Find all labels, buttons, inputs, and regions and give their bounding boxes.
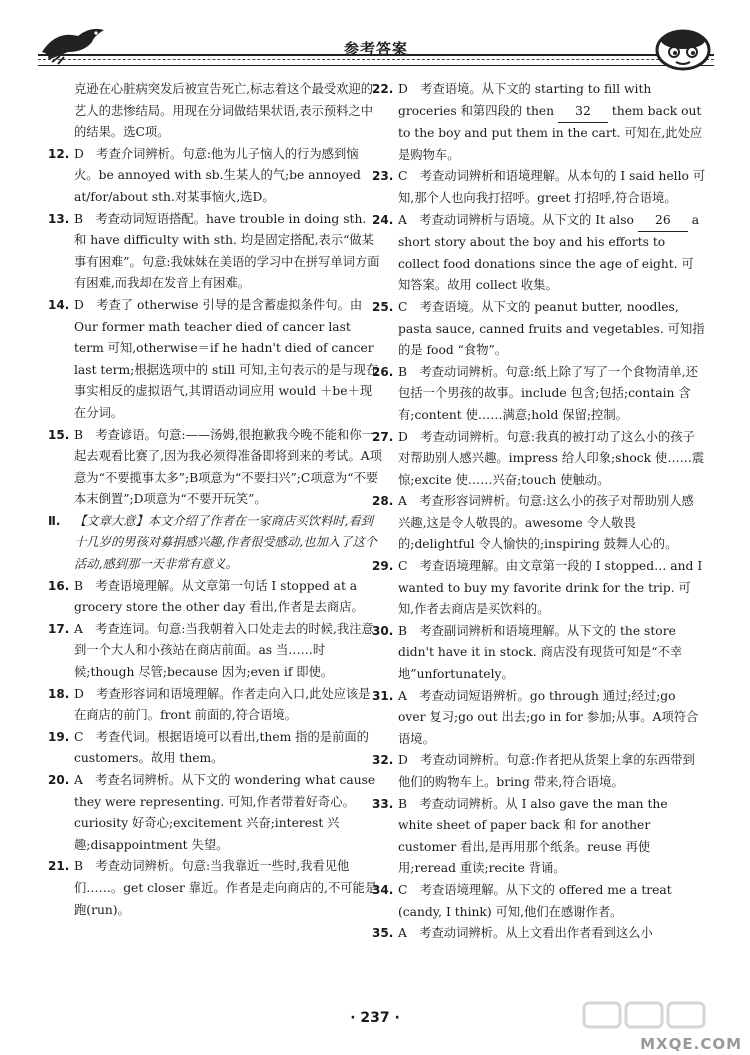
item-number: Ⅱ. xyxy=(48,513,61,528)
item-number: 21. xyxy=(48,859,70,874)
item-text: D 考查动词辨析。句意:作者把从货架上拿的东西带到他们的购物车上。bring 带来,符合语境。 xyxy=(398,753,695,789)
item-number: 23. xyxy=(372,169,394,184)
answer-item xyxy=(372,621,706,686)
item-number: 24. xyxy=(372,212,394,227)
item-number: 12. xyxy=(48,146,70,161)
page-header xyxy=(38,22,714,74)
answer-item xyxy=(372,79,706,166)
item-number: 29. xyxy=(372,559,394,574)
answer-item xyxy=(372,794,706,880)
answer-item xyxy=(48,856,382,921)
item-text: C 考查语境理解。从下文的 offered me a treat (candy, I think) 可知,他们在感谢作者。 xyxy=(398,882,672,919)
item-text: 克逊在心脏病突发后被宣告死亡,标志着这个最受欢迎的艺人的悲惨结局。用现在分词做结果状语,表示预料之中的结果。选C项。 xyxy=(74,82,374,140)
item-number: 26. xyxy=(372,364,394,379)
item-text: A 考查动词短语辨析。go through 通过;经过;go over 复习;go out 出去;go in for 参加;从事。A项符合语境。 xyxy=(398,688,699,746)
answer-item xyxy=(48,770,382,856)
item-number: 16. xyxy=(48,578,70,593)
answer-item xyxy=(372,750,706,793)
answer-item xyxy=(48,684,382,727)
item-number: 25. xyxy=(372,299,394,314)
item-text: B 考查动词辨析。句意:当我靠近一些时,我看见他们……。get closer 靠近。作者是走向商店的,不可能是跑(run)。 xyxy=(74,859,378,917)
answer-item xyxy=(372,923,706,945)
item-text: B 考查动词辨析。从 I also gave the man the white sheet of paper back 和 for another customer 看出,是再用那个纸条。reuse 再使用;reread 重读;recite 背诵。 xyxy=(398,796,668,876)
answer-item xyxy=(48,295,382,425)
item-number: 35. xyxy=(372,926,394,941)
item-number: 14. xyxy=(48,297,70,312)
item-text-after-blank: them back out to the boy and put them in the cart. 可知在,此处应是购物车。 xyxy=(398,103,703,162)
item-text: C 考查代词。根据语境可以看出,them 指的是前面的 customers。故用 them。 xyxy=(74,729,369,766)
answer-item xyxy=(48,209,382,295)
item-number: 18. xyxy=(48,686,70,701)
page-title: 参考答案 xyxy=(343,40,408,58)
answer-item xyxy=(48,576,382,619)
item-text: C 考查动词辨析和语境理解。从本句的 I said hello 可知,那个人也向我打招呼。greet 打招呼,符合语境。 xyxy=(398,169,706,205)
item-number: 28. xyxy=(372,494,394,509)
answer-item xyxy=(372,166,706,209)
item-number: 32. xyxy=(372,753,394,768)
answer-item xyxy=(372,686,706,751)
item-number: 33. xyxy=(372,796,394,811)
item-text-after-blank: a short story about the boy and his efforts to collect food donations since the age of eight. 可知答案。故用 collect 收集。 xyxy=(398,212,700,293)
article-summary xyxy=(48,511,382,576)
header-divider xyxy=(38,54,714,66)
watermark-text: MXQE.COM xyxy=(640,1035,742,1053)
item-text: A 考查连词。句意:当我朝着入口处走去的时候,我注意到一个大人和小孩站在商店前面。as 当……时候;though 尽管;because 因为;even if 即使。 xyxy=(74,621,374,680)
answer-item xyxy=(372,880,706,923)
item-text-before-blank: A 考查动词辨析与语境。从下文的 It also xyxy=(398,212,638,227)
answer-item xyxy=(372,362,706,427)
answer-item xyxy=(372,556,706,621)
answer-item xyxy=(48,425,382,511)
answer-item xyxy=(48,79,382,144)
item-text: B 考查副词辨析和语境理解。从下文的 the store didn't have it in stock. 商店没有现货可知是“不幸地”unfortunately。 xyxy=(398,623,683,682)
answer-item xyxy=(48,144,382,209)
item-number: 20. xyxy=(48,773,70,787)
blank-reference: 26 xyxy=(638,210,688,233)
answer-item xyxy=(372,297,706,362)
item-text-before-blank: D 考查语境。从下文的 starting to fill with groceries 和第四段的 then xyxy=(398,82,652,118)
page-number: · 237 · xyxy=(350,1010,400,1026)
item-text: B 考查动词辨析。句意:纸上除了写了一个食物清单,还包括一个男孩的故事。include 包含;包括;contain 含有;content 使……满意;hold 保留;控制。 xyxy=(398,364,698,422)
item-number: 27. xyxy=(372,429,394,444)
item-text: D 考查了 otherwise 引导的是含蓄虚拟条件句。由 Our former math teacher died of cancer last term 可知,otherwise＝if he hadn't died of cancer last term;根据选项中的 still 可知,主句表示的是与现在事实相反的虚拟语气,其谓语动词应用 would ＋be＋现在分词。 xyxy=(74,297,379,420)
answer-item xyxy=(48,727,382,770)
item-number: 17. xyxy=(48,621,70,636)
item-text: D 考查形容词和语境理解。作者走向入口,此处应该是在商店的前门。front 前面的,符合语境。 xyxy=(74,686,371,723)
item-number: 31. xyxy=(372,688,394,703)
item-text: D 考查介词辨析。句意:他为儿子恼人的行为感到恼火。be annoyed with sb.生某人的气;be annoyed at/for/about sth.对某事恼火,选D。 xyxy=(74,146,361,204)
item-number: 22. xyxy=(372,82,394,96)
item-text: B 考查谚语。句意:——汤姆,很抱歉我今晚不能和你一起去观看比赛了,因为我必须得准备即将到来的考试。A项意为“不要揽事太多”;B项意为“不要扫兴”;C项意为“不要本末倒置”;D项意为“不要开玩笑”。 xyxy=(74,427,382,507)
right-column xyxy=(372,79,706,945)
answer-item xyxy=(372,491,706,556)
item-text: D 考查动词辨析。句意:我真的被打动了这么小的孩子对帮助别人感兴趣。impress 给人印象;shock 使……震惊;excite 使……兴奋;touch 使触动。 xyxy=(398,429,705,487)
item-text: A 考查名词辨析。从下文的 wondering what cause they were representing. 可知,作者带着好奇心。curiosity 好奇心;excitement 兴奋;interest 兴趣;disappointment 失望。 xyxy=(74,773,376,852)
item-text: A 考查形容词辨析。句意:这么小的孩子对帮助别人感兴趣,这是令人敬畏的。awesome 令人敬畏的;delightful 令人愉快的;inspiring 鼓舞人心的。 xyxy=(398,494,694,552)
item-number: 30. xyxy=(372,623,394,638)
item-text: 【文章大意】本文介绍了作者在一家商店买饮料时,看到十几岁的男孩对募捐感兴趣,作者很受感动,也加入了这个活动,感到那一天非常有意义。 xyxy=(74,513,377,572)
left-column xyxy=(48,79,382,921)
item-number: 34. xyxy=(372,882,394,897)
item-number: 15. xyxy=(48,427,70,442)
answer-item xyxy=(372,210,706,297)
item-number: 19. xyxy=(48,729,70,744)
item-text: B 考查语境理解。从文章第一句话 I stopped at a grocery store the other day 看出,作者是去商店。 xyxy=(74,578,364,615)
answer-item xyxy=(372,427,706,492)
item-text: B 考查动词短语搭配。have trouble in doing sth. 和 have difficulty with sth. 均是固定搭配,表示“做某事有困难”。句意:我妹妹在美语的学习中在拼写单词方面有困难,而我却在发音上有困难。 xyxy=(74,211,380,291)
item-text: C 考查语境。从下文的 peanut butter, noodles, pasta sauce, canned fruits and vegetables. 可知指的是 food “食物”。 xyxy=(398,299,705,358)
blank-reference: 32 xyxy=(558,101,608,124)
answer-item xyxy=(48,619,382,684)
item-number: 13. xyxy=(48,211,70,226)
item-text: A 考查动词辨析。从上文看出作者看到这么小 xyxy=(398,926,653,941)
item-text: C 考查语境理解。由文章第一段的 I stopped… and I wanted to buy my favorite drink for the trip. 可知,作者去商店是买饮料的。 xyxy=(398,559,703,617)
smiley-face-icon xyxy=(652,28,714,72)
